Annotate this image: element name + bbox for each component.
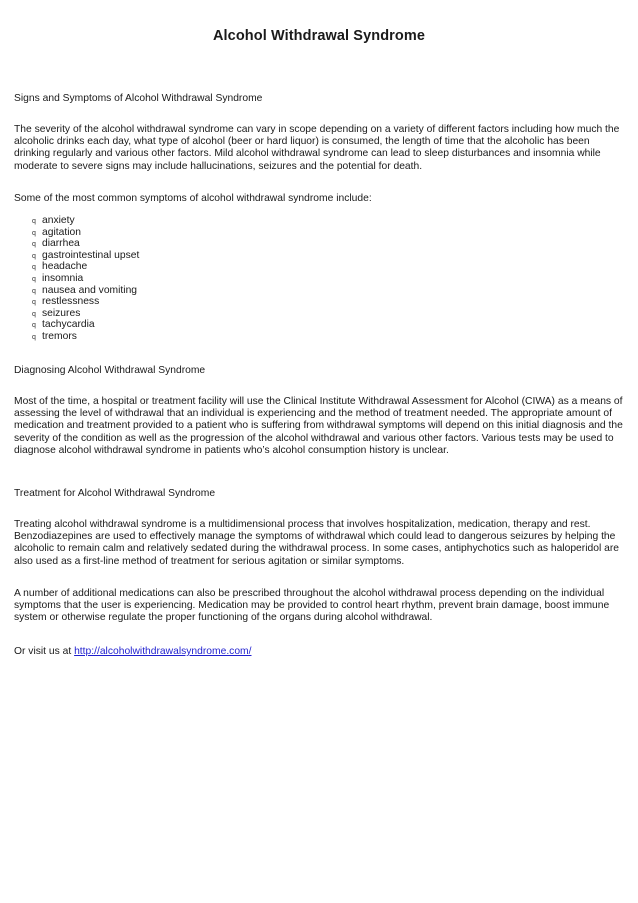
paragraph-severity: The severity of the alcohol withdrawal syndrome can vary in scope depending on a variety of different factors including how much the alcoholic drinks each day, what type of alcohol (beer or hard liquor) is consumed, the length of time that the alcoholic has been drinking regularly and various other factors. Mild alcohol withdrawal syndrome can lead to sleep disturbances and insomnia while moderate to severe signs may include hallucinations, seizures and the potential for death. — [14, 124, 620, 172]
section-heading-treatment: Treatment for Alcohol Withdrawal Syndrome — [14, 488, 216, 499]
bullet-icon: q — [32, 310, 36, 318]
list-item: q diarrhea — [32, 238, 80, 250]
bullet-icon: q — [32, 299, 36, 307]
list-item: q headache — [32, 261, 88, 273]
list-item: q anxiety — [32, 215, 75, 226]
bullet-icon: q — [32, 229, 36, 237]
section-heading-diagnosing: Diagnosing Alcohol Withdrawal Syndrome — [14, 365, 206, 376]
section-heading-signs-symptoms: Signs and Symptoms of Alcohol Withdrawal Syndrome — [14, 93, 263, 104]
paragraph-treatment: Treating alcohol withdrawal syndrome is a multidimensional process that involves hospitalization, medication, therapy and rest. Benzodiazepines are used to effectively manage the symptoms of withdrawal which could lead to dangerous seizures by helping the alcoholic to remain calm and relatively sedated during the withdrawal process. In some cases, antiphychotics such as haloperidol are also used as a first-line method of treatment for serious agitation or similar symptoms. — [14, 519, 619, 567]
bullet-icon: q — [32, 275, 36, 283]
list-item: q insomnia — [32, 272, 84, 284]
paragraph-medications: A number of additional medications can also be prescribed throughout the alcohol withdrawal process depending on the individual symptoms that the user is experiencing. Medication may be provided to control heart rhythm, prevent brain damage, boost immune system or otherwise regulate the proper functioning of the organs during alcohol withdrawal. — [14, 588, 610, 624]
list-item: q nausea and vomiting — [32, 284, 138, 296]
bullet-icon: q — [32, 287, 36, 295]
list-item: q seizures — [32, 307, 81, 319]
list-item: q restlessness — [32, 296, 100, 308]
bullet-icon: q — [32, 241, 36, 249]
symptoms-intro: Some of the most common symptoms of alcohol withdrawal syndrome include: — [14, 193, 372, 204]
bullet-icon: q — [32, 252, 36, 260]
document-title: Alcohol Withdrawal Syndrome — [212, 28, 426, 44]
list-item: q gastrointestinal upset — [32, 249, 140, 261]
visit-text: Or visit us at — [14, 646, 75, 657]
paragraph-diagnosis: Most of the time, a hospital or treatment facility will use the Clinical Institute Withdrawal Assessment for Alcohol (CIWA) as a means of assessing the level of withdrawal that an individual is experiencing and the method of treatment needed. The appropriate amount of medication and treatment provided to a patient who is suffering from withdrawal symptoms will depend on this initial diagnosis and the severity of the condition as well as the progression of the alcohol withdrawal and various other factors. Various tests may be used to diagnose alcohol withdrawal syndrome in patients who’s alcohol consumption history is unclear. — [14, 396, 623, 456]
list-item: q agitation — [32, 226, 81, 238]
bullet-icon: q — [32, 264, 36, 272]
list-item: q tachycardia — [32, 319, 95, 331]
visit-line — [14, 646, 628, 658]
bullet-icon: q — [32, 322, 36, 330]
bullet-icon: q — [32, 218, 36, 225]
bullet-icon: q — [32, 333, 36, 341]
symptoms-list — [32, 215, 139, 343]
list-item: q tremors — [32, 330, 77, 342]
website-link[interactable]: http://alcoholwithdrawalsyndrome.com/ — [74, 646, 252, 657]
